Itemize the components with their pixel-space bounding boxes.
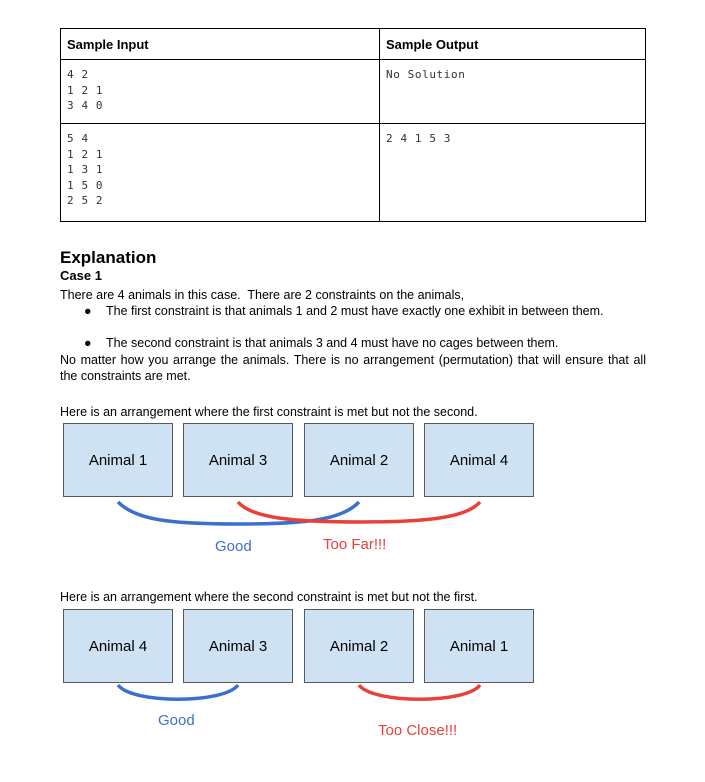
animal-box: Animal 3 xyxy=(183,609,293,683)
animal-box: Animal 4 xyxy=(424,423,534,497)
output-line: 2 4 1 5 3 xyxy=(386,132,452,145)
bad-connector xyxy=(359,685,480,699)
bad-connector xyxy=(238,502,480,522)
input-line: 1 5 0 xyxy=(67,178,104,192)
input-line: 1 2 1 xyxy=(67,83,104,97)
bullet-text: The second constraint is that animals 3 and 4 must have no cages between them. xyxy=(106,336,559,350)
case-heading: Case 1 xyxy=(60,268,102,283)
good-label: Good xyxy=(215,538,252,555)
animal-box: Animal 2 xyxy=(304,423,414,497)
animal-box: Animal 2 xyxy=(304,609,414,683)
bad-label: Too Far!!! xyxy=(323,536,387,553)
input-line: 2 5 2 xyxy=(67,194,104,208)
input-line: 1 2 1 xyxy=(67,147,104,161)
animal-box: Animal 3 xyxy=(183,423,293,497)
good-label: Good xyxy=(158,712,195,729)
intro-text: There are 4 animals in this case. There are 2 constraints on the animals, xyxy=(60,288,465,302)
animal-box: Animal 1 xyxy=(424,609,534,683)
output-line: No Solution xyxy=(386,68,466,81)
bullet-icon: ● xyxy=(84,304,92,318)
animal-box: Animal 4 xyxy=(63,609,173,683)
header-sample-input: Sample Input xyxy=(61,29,380,60)
good-connector xyxy=(118,685,238,699)
bullet-icon: ● xyxy=(84,336,92,350)
header-sample-output: Sample Output xyxy=(380,29,646,60)
input-line: 1 3 1 xyxy=(67,163,104,177)
animal-box: Animal 1 xyxy=(63,423,173,497)
bullet-text: The first constraint is that animals 1 and 2 must have exactly one exhibit in between them. xyxy=(106,304,604,318)
diagram1-caption: Here is an arrangement where the first constraint is met but not the second. xyxy=(60,405,478,419)
explanation-heading: Explanation xyxy=(60,248,157,267)
conclusion-text: No matter how you arrange the animals. There is no arrangement (permutation) that will ensure that all the constraints are met. xyxy=(60,353,646,383)
input-line: 4 2 xyxy=(67,68,89,81)
input-line: 3 4 0 xyxy=(67,99,104,113)
input-line: 5 4 xyxy=(67,132,89,145)
diagram2-caption: Here is an arrangement where the second constraint is met but not the first. xyxy=(60,590,478,604)
bad-label: Too Close!!! xyxy=(378,722,458,739)
